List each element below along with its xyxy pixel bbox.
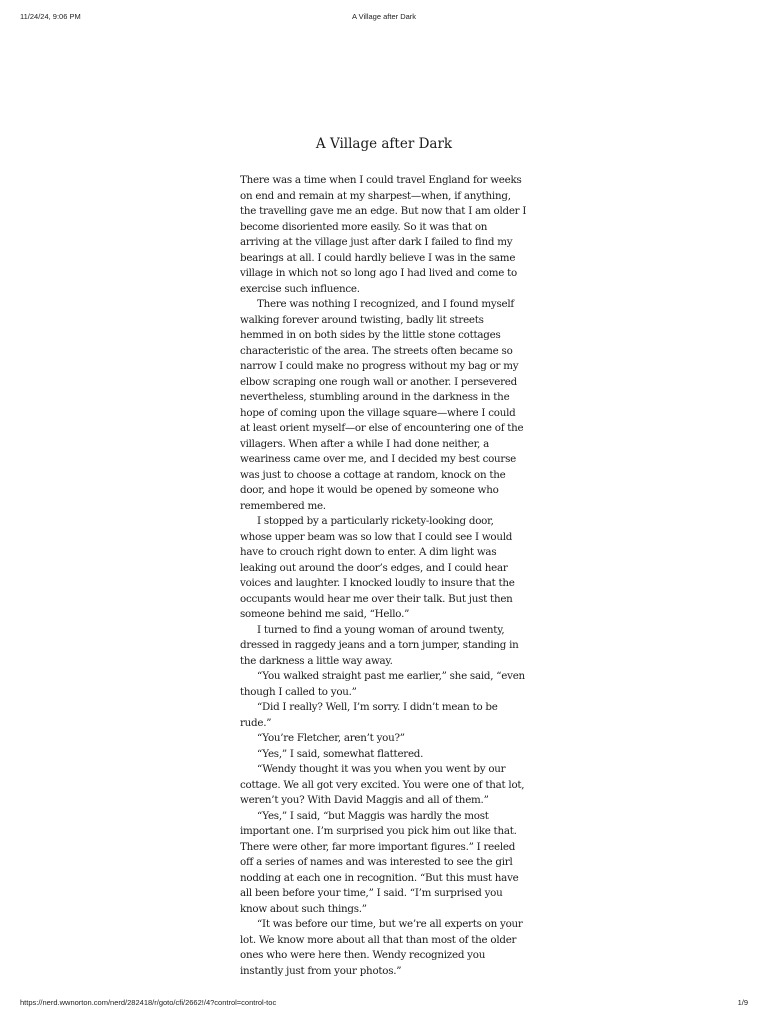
paragraph: There was nothing I recognized, and I found myself walking forever around twisting, badly lit streets hemmed in on both sides by the little stone cottages characteristic of the area. The streets often became so narrow I could make no progress without my bag or my elbow scraping one rough wall or another. I persevered nevertheless, stumbling around in the darkness in the hope of coming upon the village square—where I could at least orient myself—or else of encountering one of the villagers. When after a while I had done neither, a weariness came over me, and I decided my best course was just to choose a cottage at random, knock on the door, and hope it would be opened by someone who remembered me. — [240, 298, 524, 512]
paragraph: “Did I really? Well, I’m sorry. I didn’t mean to be rude.” — [240, 701, 498, 729]
paragraph: “Yes,” I said, “but Maggis was hardly the most important one. I’m surprised you pick him out like that. There were other, far more important figures.” I reeled off a series of names and was interested to see the girl nodding at each one in recognition. “But this must have all been before your time,” I said. “I’m surprised you know about such things.” — [240, 809, 519, 915]
paragraph: I stopped by a particularly rickety-looking door, whose upper beam was so low that I could see I would have to crouch right down to enter. A dim light was leaking out around the door’s edges, and I could hear voices and laughter. I knocked loudly to insure that the occupants would hear me over their talk. But just then someone behind me said, “Hello.” — [240, 515, 515, 620]
paragraph: I turned to find a young woman of around twenty, dressed in raggedy jeans and a torn jumper, standing in the darkness a little way away. — [240, 623, 519, 667]
paragraph: “You walked straight past me earlier,” she said, “even though I called to you.” — [240, 670, 525, 698]
page-indicator: 1/9 — [737, 998, 748, 1007]
print-header — [20, 12, 748, 24]
paragraph: “It was before our time, but we’re all experts on your lot. We know more about all that than most of the older ones who were here then. Wendy recognized you instantly just from your photos.” — [240, 918, 523, 977]
chapter-title: A Village after Dark — [315, 136, 453, 152]
paragraph: “You’re Fletcher, aren’t you?” — [257, 732, 405, 744]
paragraph: “Wendy thought it was you when you went by our cottage. We all got very excited. You were one of that lot, weren’t you? With David Maggis and all of them.” — [240, 763, 525, 806]
print-datetime: 11/24/24, 9:06 PM — [20, 12, 81, 21]
chapter-body — [240, 173, 528, 979]
paragraph: “Yes,” I said, somewhat flattered. — [257, 747, 424, 760]
paragraph: There was a time when I could travel England for weeks on end and remain at my sharpest—when, if anything, the travelling gave me an edge. But now that I am older I become disoriented more easily. So it was that on arriving at the village just after dark I failed to find my bearings at all. I could hardly believe I was in the same village in which not so long ago I had lived and come to exercise such influence. — [240, 174, 527, 295]
print-doc-title: A Village after Dark — [351, 12, 417, 21]
print-url: https://nerd.wwnorton.com/nerd/282418/r/goto/cfi/2662!/4?control=control-toc — [20, 998, 277, 1007]
print-footer — [20, 998, 748, 1010]
